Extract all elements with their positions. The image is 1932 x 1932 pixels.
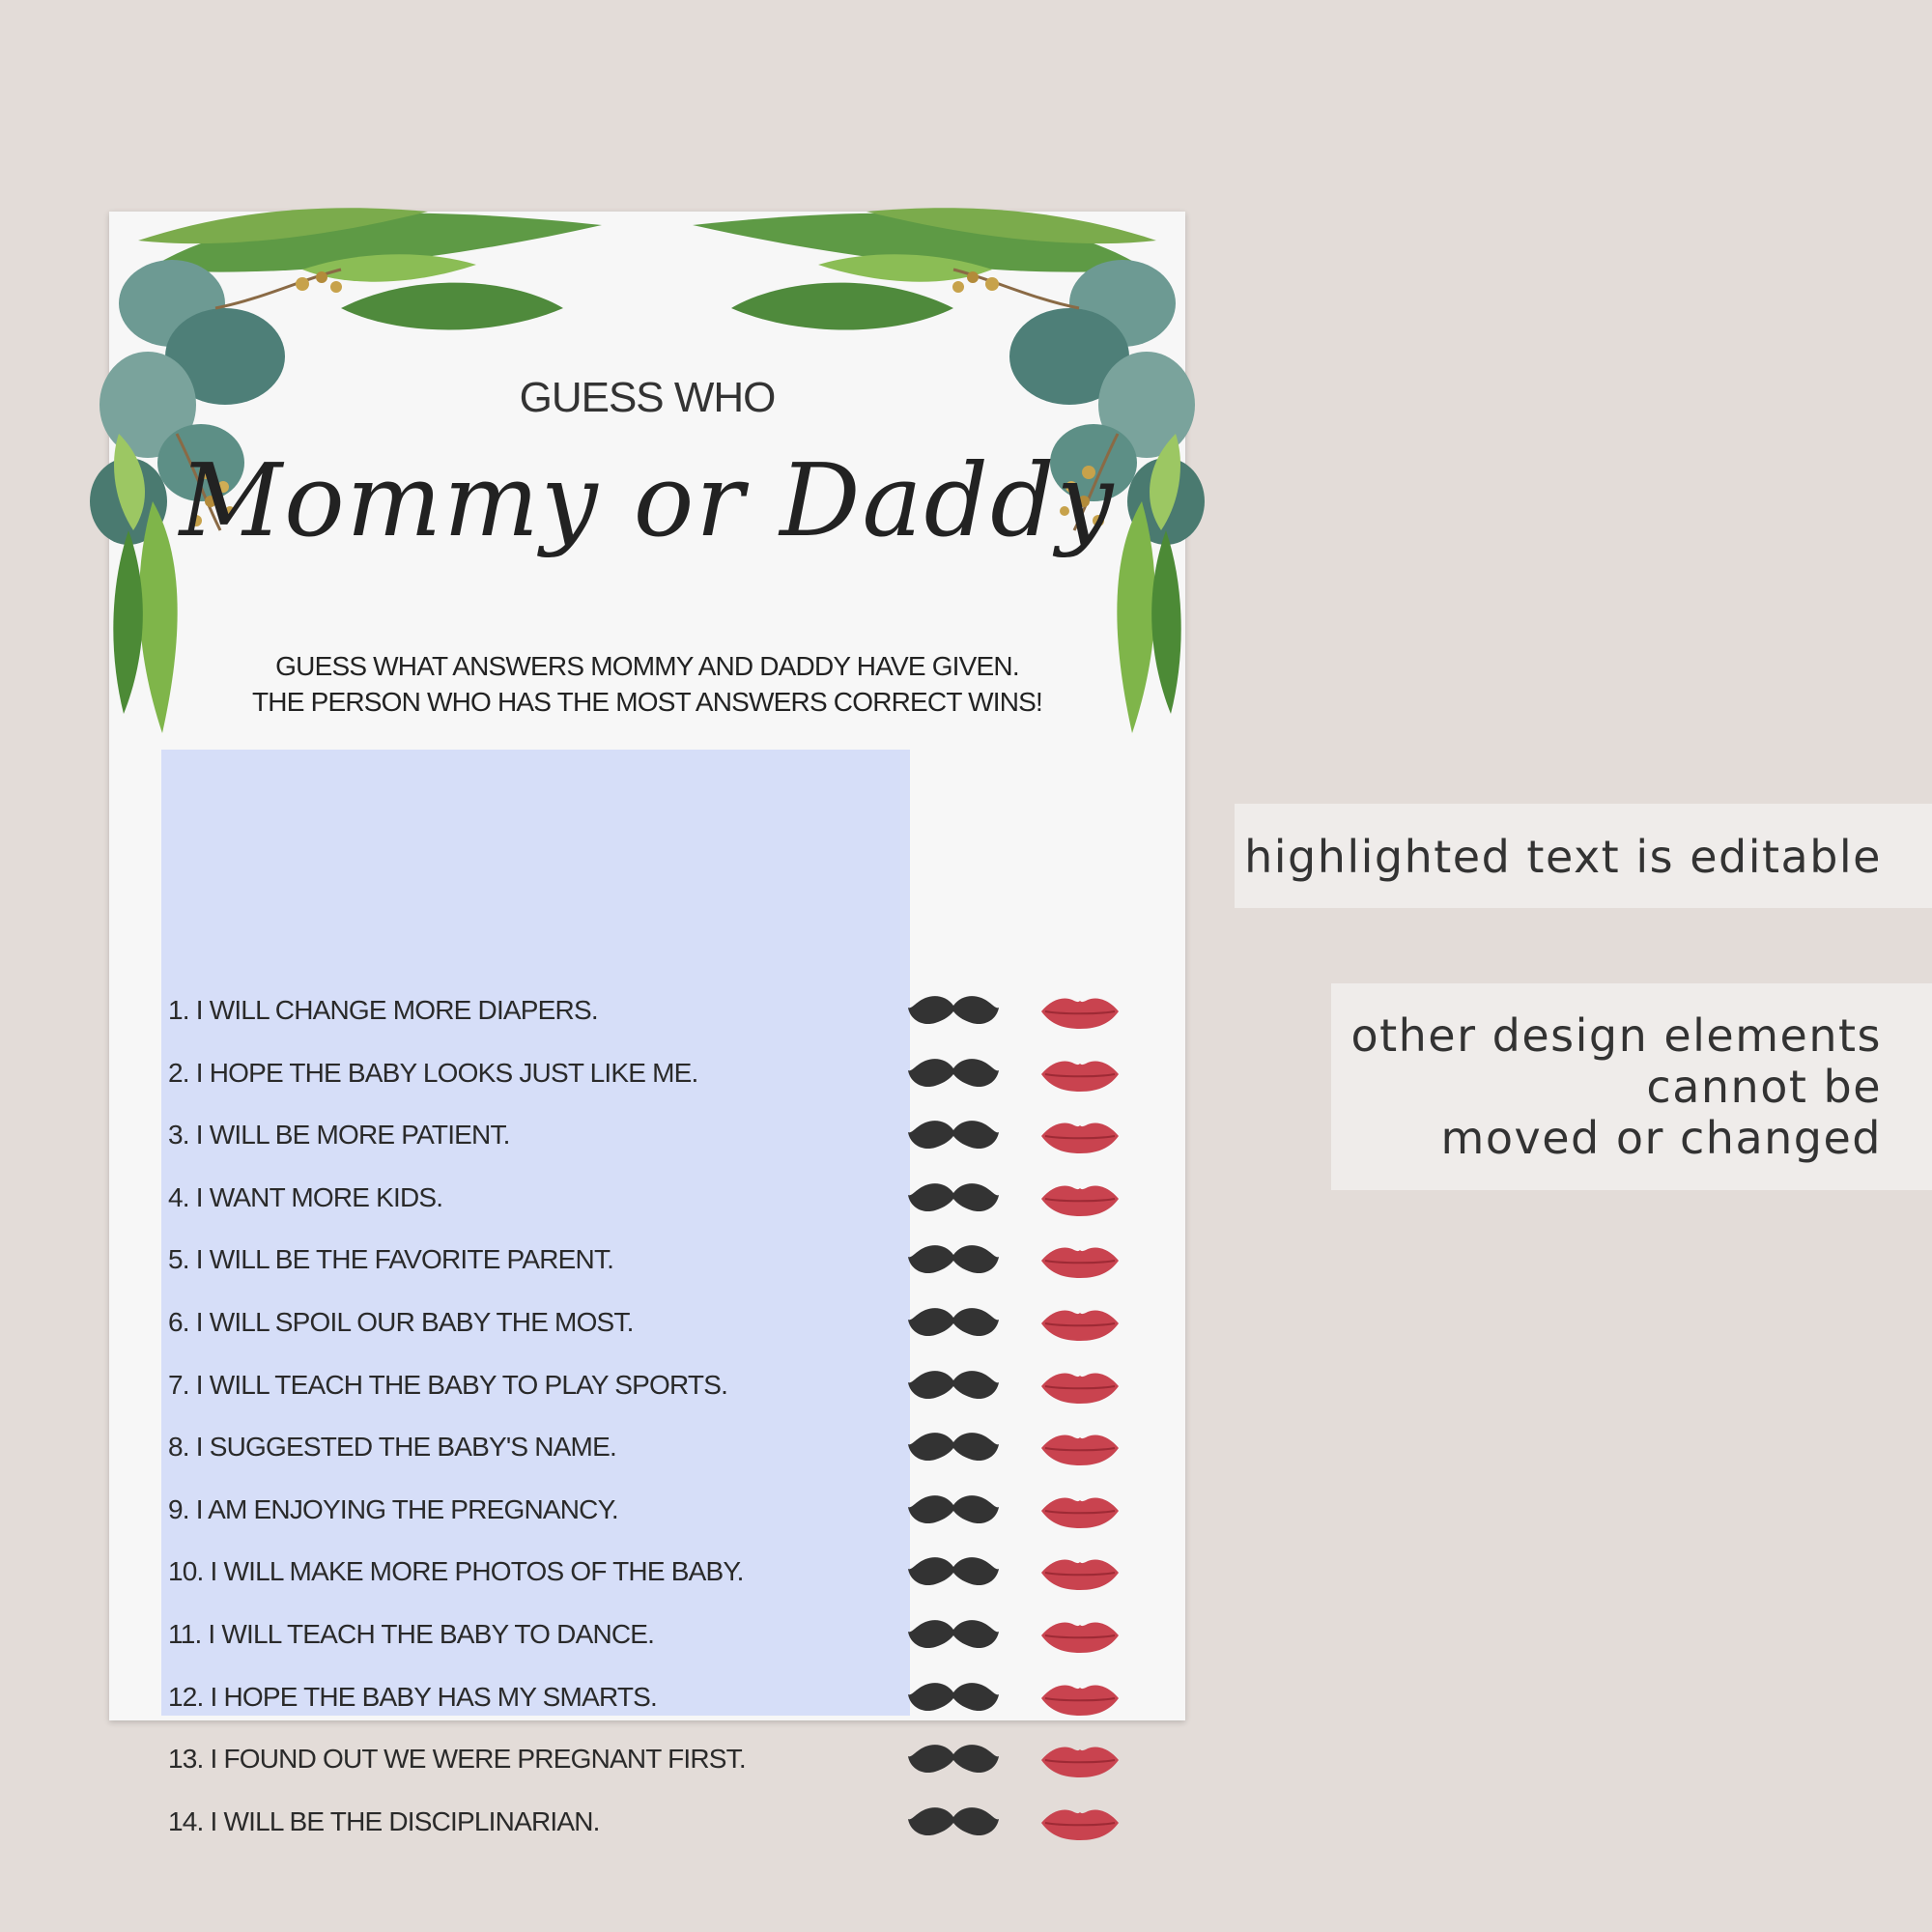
question-text[interactable]: 12. I HOPE THE BABY HAS MY SMARTS. [168, 1681, 658, 1712]
lips-icon[interactable] [1041, 1306, 1119, 1341]
mustache-icon[interactable] [908, 1804, 999, 1842]
question-row [109, 1542, 1185, 1604]
mustache-icon[interactable] [908, 1117, 999, 1155]
question-text[interactable]: 3. I WILL BE MORE PATIENT. [168, 1120, 510, 1151]
question-row [109, 1480, 1185, 1542]
editable-note-text: highlighted text is editable [1244, 831, 1882, 883]
lips-icon[interactable] [1041, 1555, 1119, 1590]
question-text[interactable]: 10. I WILL MAKE MORE PHOTOS OF THE BABY. [168, 1556, 744, 1587]
mustache-icon[interactable] [908, 1179, 999, 1218]
question-text[interactable]: 1. I WILL CHANGE MORE DIAPERS. [168, 995, 598, 1025]
mustache-icon[interactable] [908, 1679, 999, 1718]
question-text[interactable]: 4. I WANT MORE KIDS. [168, 1181, 443, 1212]
question-text[interactable]: 9. I AM ENJOYING THE PREGNANCY. [168, 1493, 618, 1524]
mustache-icon[interactable] [908, 1616, 999, 1655]
lips-icon[interactable] [1041, 1181, 1119, 1216]
question-text[interactable]: 11. I WILL TEACH THE BABY TO DANCE. [168, 1619, 655, 1649]
fixed-note-line: other design elements [1350, 1009, 1882, 1062]
lips-icon[interactable] [1041, 1618, 1119, 1653]
question-text[interactable]: 14. I WILL BE THE DISCIPLINARIAN. [168, 1805, 600, 1836]
lips-icon[interactable] [1041, 1369, 1119, 1404]
lips-icon[interactable] [1041, 1681, 1119, 1716]
instruction-line: GUESS WHAT ANSWERS MOMMY AND DADDY HAVE GIVEN. [275, 651, 1019, 681]
fixed-note-line: cannot be [1646, 1061, 1882, 1113]
lips-icon[interactable] [1041, 1493, 1119, 1528]
lips-icon[interactable] [1041, 1805, 1119, 1840]
question-text[interactable]: 13. I FOUND OUT WE WERE PREGNANT FIRST. [168, 1744, 746, 1775]
question-row [109, 1355, 1185, 1417]
question-row [109, 1417, 1185, 1479]
question-row [109, 1168, 1185, 1230]
lips-icon[interactable] [1041, 1431, 1119, 1465]
mustache-icon[interactable] [908, 1304, 999, 1343]
mustache-icon[interactable] [908, 1055, 999, 1094]
game-card [109, 212, 1185, 1836]
mustache-icon[interactable] [908, 992, 999, 1031]
mustache-icon[interactable] [908, 1741, 999, 1779]
question-row [109, 1729, 1185, 1791]
lips-icon[interactable] [1041, 1057, 1119, 1092]
question-text[interactable]: 2. I HOPE THE BABY LOOKS JUST LIKE ME. [168, 1057, 698, 1088]
instructions [109, 648, 1185, 720]
instruction-line: THE PERSON WHO HAS THE MOST ANSWERS CORRECT WINS! [252, 687, 1042, 717]
card-title: Mommy or Daddy [179, 441, 1116, 559]
mustache-icon[interactable] [908, 1241, 999, 1280]
editable-note [1235, 804, 1932, 908]
mustache-icon[interactable] [908, 1553, 999, 1592]
question-text[interactable]: 6. I WILL SPOIL OUR BABY THE MOST. [168, 1307, 634, 1337]
question-row [109, 1043, 1185, 1105]
mustache-icon[interactable] [908, 1429, 999, 1467]
fixed-note-line: moved or changed [1440, 1112, 1882, 1164]
question-row [109, 1230, 1185, 1292]
question-row [109, 980, 1185, 1042]
mustache-icon[interactable] [908, 1492, 999, 1530]
lips-icon[interactable] [1041, 994, 1119, 1029]
question-row [109, 1792, 1185, 1854]
question-row [109, 1105, 1185, 1167]
question-row [109, 1293, 1185, 1354]
mustache-icon[interactable] [908, 1367, 999, 1406]
question-text[interactable]: 7. I WILL TEACH THE BABY TO PLAY SPORTS. [168, 1369, 728, 1400]
lips-icon[interactable] [1041, 1119, 1119, 1153]
question-text[interactable]: 8. I SUGGESTED THE BABY'S NAME. [168, 1432, 616, 1463]
lips-icon[interactable] [1041, 1243, 1119, 1278]
question-text[interactable]: 5. I WILL BE THE FAVORITE PARENT. [168, 1244, 614, 1275]
question-row [109, 1667, 1185, 1729]
card-subtitle: GUESS WHO [519, 374, 776, 421]
lips-icon[interactable] [1041, 1743, 1119, 1777]
fixed-elements-note [1331, 983, 1932, 1190]
question-row [109, 1605, 1185, 1666]
